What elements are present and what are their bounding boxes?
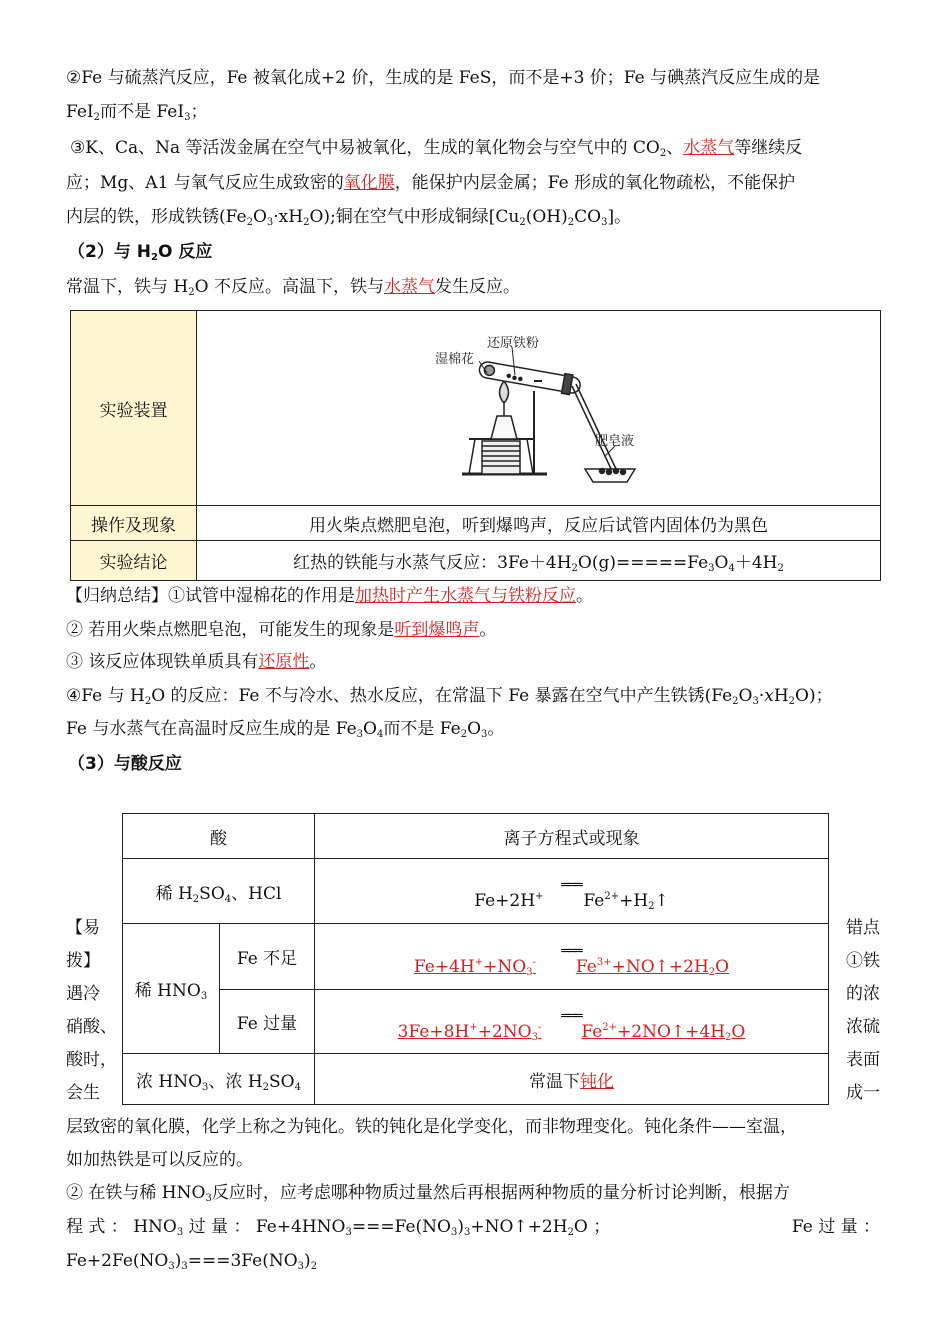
text: 常温下 [529, 1071, 580, 1092]
header-equation [315, 814, 829, 859]
sub: 3 [200, 991, 208, 1002]
text: 、 [666, 138, 684, 158]
sub: 4 [376, 729, 384, 740]
sub: 3 [481, 729, 488, 740]
right-side-text [846, 912, 880, 1110]
sub: 3 [184, 112, 191, 123]
para-active-metals-3 [66, 206, 631, 228]
text: O [252, 207, 267, 227]
text: H [773, 686, 789, 706]
sub: 2 [648, 901, 655, 912]
text: 【归纳总结】①试管中湿棉花的作用是 [66, 586, 355, 606]
para-fe-sulfur [66, 67, 820, 89]
text: O [467, 719, 482, 739]
cell-eq-fe-insufficient [315, 924, 829, 990]
text: ②Fe 与硫蒸汽反应，Fe 被氧化成+2 价，生成的是 FeS，而不是+3 价；Fe 与碘蒸汽反应生成的是 [66, 68, 821, 88]
text: 应；Mg、A1 与氧气反应生成致密的 [66, 173, 344, 193]
cell-apparatus-label [71, 311, 197, 506]
para-heating: 如加热铁是可以反应的。 [66, 1150, 253, 1170]
cell-dilute-hno3 [123, 924, 220, 1054]
sub: 2 [192, 893, 200, 905]
heading-water-reaction [68, 241, 212, 263]
cell-conclusion-label [71, 541, 197, 581]
text: O ； [573, 1217, 611, 1237]
text: O 不反应。高温下，铁与 [194, 277, 384, 297]
sub: 3 [297, 1261, 305, 1272]
sub: 2 [732, 696, 739, 707]
text: 的浓 [846, 984, 880, 1004]
answer-text: +2NO [477, 1021, 532, 1042]
sup: 3+ [596, 956, 612, 968]
text: 等继续反 [734, 138, 803, 158]
para-active-metals-2 [66, 172, 795, 194]
text: O);铜在空气中形成铜绿[Cu [309, 207, 520, 227]
summary-2 [66, 619, 496, 641]
sub: 2 [460, 729, 468, 740]
sub: 3 [345, 1227, 352, 1238]
sub: 4 [224, 893, 232, 905]
answer-text: 3Fe+8H [397, 1021, 470, 1042]
sub: 2 [567, 1227, 574, 1238]
text: 而不是 FeI [100, 102, 185, 122]
equals-sign: ═══ [561, 943, 582, 959]
sub: 4 [294, 1081, 301, 1093]
text: 红热的铁能与水蒸气反应：3Fe＋4H [293, 553, 572, 573]
summary-1 [66, 585, 593, 607]
sub: 3 [752, 696, 759, 707]
sub: 2 [262, 1081, 270, 1093]
cell-operation-label [71, 506, 197, 541]
sub: 3 [531, 1031, 538, 1043]
label-soap-solution: 肥皂液 [595, 434, 635, 449]
label-iron-powder: 还原铁粉 [487, 336, 540, 351]
text: （2）与 H [68, 242, 151, 262]
para-active-metals [70, 137, 802, 159]
text: 酸时， [66, 1050, 117, 1070]
text: 用火柴点燃肥皂泡，听到爆鸣声，反应后试管内固体仍为黑色 [309, 515, 768, 536]
sup: + [469, 1021, 478, 1033]
sup: 2+ [602, 1021, 618, 1033]
text: 而不是 Fe [383, 719, 461, 739]
text: Fe 过量 [236, 1014, 298, 1034]
cell-fe-excess [220, 990, 315, 1054]
sub: 3 [181, 1261, 188, 1272]
sup: + [535, 891, 544, 902]
text: 。 [576, 586, 593, 606]
text: ) [304, 1251, 311, 1271]
text: ② 在铁与稀 HNO [66, 1183, 206, 1203]
text: ①铁 [846, 951, 880, 971]
equals-sign: ═══ [561, 878, 582, 893]
summary-5 [66, 718, 504, 740]
answer-text: +2NO↑+4H [617, 1021, 726, 1042]
answer-text: 水蒸气 [383, 277, 435, 297]
text: 稀 HNO [134, 981, 201, 1001]
text: SO [269, 1071, 295, 1092]
heading-acid-reaction: （3）与酸反应 [68, 754, 182, 774]
text: Fe 不足 [236, 949, 298, 969]
text: 错点 [846, 918, 880, 938]
text: (OH) [525, 207, 568, 227]
text: ===Fe(NO [351, 1217, 451, 1237]
text: 。 [487, 719, 505, 739]
text: O 反应 [157, 242, 213, 262]
text: FeI [66, 102, 94, 122]
cell-conclusion-value [197, 541, 881, 581]
text: 浓 HNO [136, 1071, 203, 1092]
sub: 3 [202, 1081, 209, 1093]
sub: 2 [310, 1261, 318, 1272]
text: Fe [583, 891, 605, 911]
text: O [363, 719, 377, 739]
text: 、浓 H [208, 1071, 263, 1092]
text: 成一 [846, 1083, 880, 1103]
text: Fe 与水蒸气在高温时反应生成的是 Fe [66, 719, 357, 739]
text: O [738, 686, 753, 706]
sub: 2 [567, 217, 575, 228]
text: 过 量 ： Fe+4HNO [183, 1217, 346, 1237]
text: 操作及现象 [91, 515, 176, 536]
text: CO [574, 207, 602, 227]
text: · [758, 686, 765, 706]
text: 发生反应。 [434, 277, 520, 297]
sub: 2 [571, 563, 578, 574]
text: 、HCl [231, 883, 282, 904]
sub: 3 [450, 1227, 458, 1238]
answer-text: 加热时产生水蒸气与铁粉反应 [355, 586, 576, 606]
text: O [714, 553, 729, 573]
para-fe-excess-eq [66, 1250, 317, 1272]
cell-operation-value [197, 506, 881, 541]
text: ) [174, 1251, 182, 1271]
answer-text: 氧化膜 [343, 173, 395, 193]
sup: + [474, 956, 484, 968]
text: 会生 [66, 1083, 100, 1103]
acid-table [122, 813, 829, 1105]
para-passivation: 层致密的氧化膜，化学上称之为钝化。铁的钝化是化学变化，而非物理变化。钝化条件——室温， [66, 1117, 797, 1137]
summary-3 [66, 651, 326, 673]
answer-text: +NO [483, 956, 527, 977]
answer-text: 听到爆鸣声 [394, 620, 480, 640]
text: 内层的铁，形成铁锈(Fe [66, 207, 247, 227]
text: +NO↑+2H [470, 1217, 568, 1237]
answer-text: 还原性 [258, 652, 310, 672]
sub: 2 [519, 217, 526, 228]
sub: 3 [708, 563, 715, 574]
cell-fe-insufficient [220, 924, 315, 990]
text: ) [457, 1217, 464, 1237]
text: O(g)=====Fe [577, 553, 709, 573]
sup: - [532, 956, 536, 968]
sub: 3 [526, 966, 533, 978]
text: 。 [479, 620, 497, 640]
text: ③ 该反应体现铁单质具有 [66, 652, 259, 672]
sub: 2 [246, 217, 253, 228]
text: SO [199, 883, 225, 904]
text: ，能保护内层金属；Fe 形成的氧化物疏松，不能保护 [394, 173, 796, 193]
sub: 3 [356, 729, 364, 740]
cell-apparatus-figure [197, 311, 881, 506]
sub: 3 [601, 217, 608, 228]
text: ② 若用火柴点燃肥皂泡，可能发生的现象是 [66, 620, 395, 640]
text: ＋4H [734, 553, 778, 573]
sub: 2 [659, 148, 667, 159]
answer-text: 水蒸气 [683, 138, 735, 158]
sub: 3 [205, 1193, 212, 1204]
text: +H [619, 891, 649, 911]
sub: 2 [188, 287, 195, 298]
cell-dilute-h2so4-hcl [123, 859, 315, 924]
text: 实验装置 [99, 400, 168, 421]
text: ； [190, 102, 208, 122]
text: ④Fe 与 H [66, 686, 145, 706]
equals-sign: ═══ [561, 1008, 582, 1024]
sub: 2 [93, 112, 101, 123]
cell-eq-fe-excess [315, 990, 829, 1054]
para-room-temp [66, 276, 520, 298]
text: ↑ [654, 891, 669, 911]
answer-text: 钝化 [580, 1071, 614, 1092]
sub: 2 [777, 563, 784, 574]
sub: 2 [144, 696, 152, 707]
text: 酸 [210, 828, 227, 849]
label-wet-cotton: 湿棉花 [435, 352, 475, 367]
header-acid [123, 814, 315, 859]
experiment-table [70, 310, 881, 581]
text: Fe+2H [474, 891, 536, 911]
sub: 3 [266, 217, 274, 228]
sub: 2 [708, 966, 716, 978]
text: ·xH [273, 207, 304, 227]
sub: 4 [728, 563, 735, 574]
cell-passivation [315, 1054, 829, 1105]
sub: 2 [788, 696, 796, 707]
answer-text: O [715, 956, 730, 977]
sup: 2+ [604, 891, 620, 902]
left-side-text [66, 912, 117, 1110]
text: 表面 [846, 1050, 880, 1070]
answer-text: Fe [581, 1021, 603, 1042]
cell-concentrated-acids [123, 1054, 315, 1105]
text: 浓硫 [846, 1017, 880, 1037]
text: 遇冷 [66, 984, 100, 1004]
cell-eq-dilute-acid [315, 859, 829, 924]
text: 拨】 [66, 951, 100, 971]
sub: 2 [303, 217, 310, 228]
summary-4 [66, 685, 833, 707]
sub: 3 [176, 1227, 184, 1238]
sub: 3 [168, 1261, 175, 1272]
text: Fe+2Fe(NO [66, 1251, 169, 1271]
text: 实验结论 [99, 553, 168, 573]
sub: 2 [150, 252, 158, 263]
text: O)； [795, 686, 833, 706]
text: ③K、Ca、Na 等活泼金属在空气中易被氧化，生成的氧化物会与空气中的 CO [70, 138, 660, 158]
para-fe-hno3 [66, 1182, 790, 1204]
text: 离子方程式或现象 [503, 828, 640, 849]
apparatus-diagram [197, 311, 880, 505]
text: 常温下，铁与 H [66, 277, 189, 297]
answer-text: Fe+4H [413, 956, 475, 977]
text: x [764, 686, 774, 706]
para-fe-iodine [66, 101, 207, 123]
text: ===3Fe(NO [187, 1251, 298, 1271]
text: Fe 过 量 ： [791, 1217, 880, 1237]
answer-text: O [731, 1021, 746, 1042]
text: O 的反应：Fe 不与冷水、热水反应，在常温下 Fe 暴露在空气中产生铁锈(Fe [151, 686, 733, 706]
text: 硝酸、 [66, 1017, 117, 1037]
text: 反应时，应考虑哪种物质过量然后再根据两种物质的量分析讨论判断，根据方 [211, 1183, 790, 1203]
para-equations [66, 1216, 880, 1238]
sup: - [537, 1021, 542, 1033]
text: ]。 [607, 207, 632, 227]
text: 稀 H [155, 883, 193, 904]
answer-text: +NO↑+2H [611, 956, 709, 977]
text: 程 式 ： HNO [66, 1217, 177, 1237]
sub: 2 [725, 1031, 732, 1043]
sub: 3 [463, 1227, 471, 1238]
text: 。 [309, 652, 327, 672]
text: 【易 [66, 918, 100, 938]
answer-text: Fe [575, 956, 597, 977]
